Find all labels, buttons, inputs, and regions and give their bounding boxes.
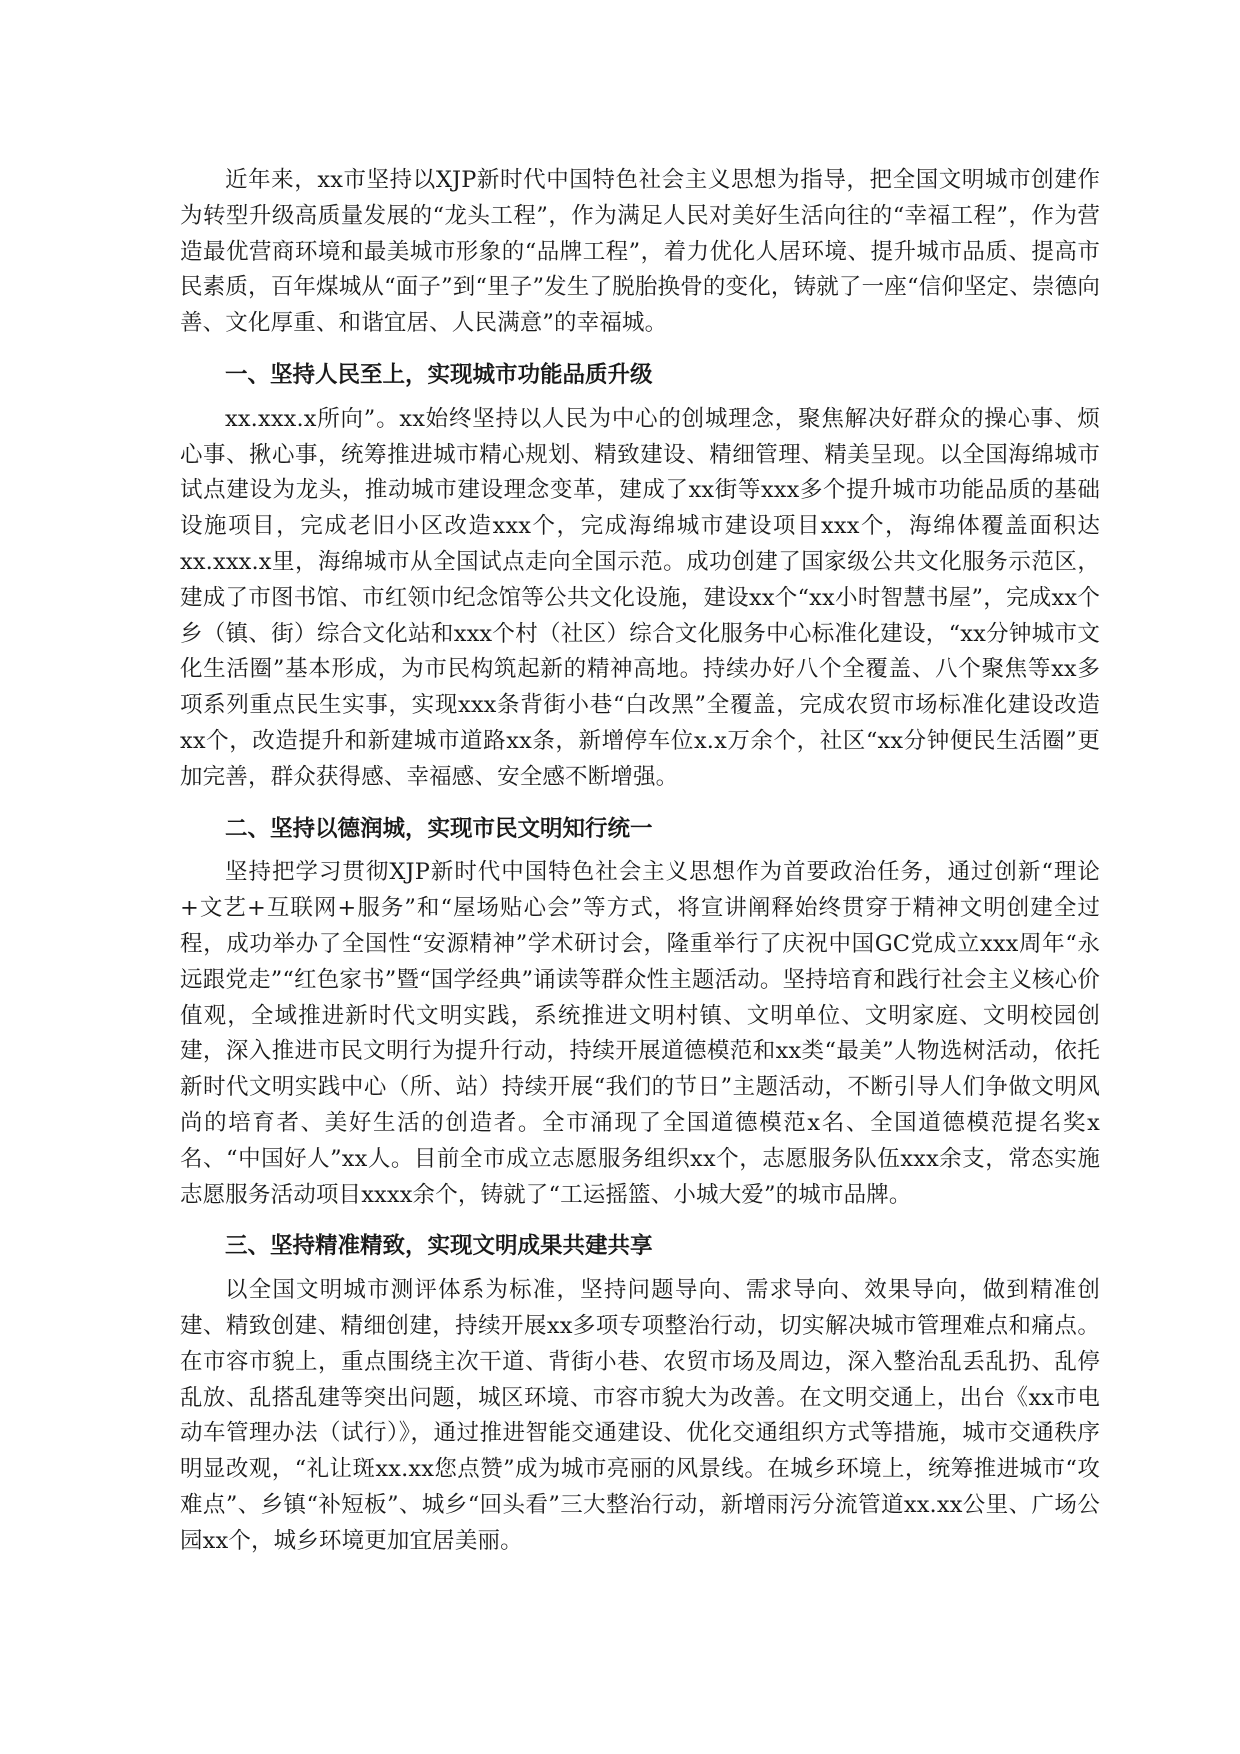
section-1-paragraph: xx.xxx.x所向”。xx始终坚持以人民为中心的创城理念，聚焦解决好群众的操心事、烦心事、揪心事，统筹推进城市精心规划、精致建设、精细管理、精美呈现。以全国海绵城市试点建设为龙头，推动城市建设理念变革，建成了xx街等xxx多个提升城市功能品质的基础设施项目，完成老旧小区改造xxx个，完成海绵城市建设项目xxx个，海绵体覆盖面积达xx.xxx.x里，海绵城市从全国试点走向全国示范。成功创建了国家级公共文化服务示范区，建成了市图书馆、市红领巾纪念馆等公共文化设施，建设xx个“xx小时智慧书屋”，完成xx个乡（镇、街）综合文化站和xxx个村（社区）综合文化服务中心标准化建设，“xx分钟城市文化生活圈”基本形成，为市民构筑起新的精神高地。持续办好八个全覆盖、八个聚焦等xx多项系列重点民生实事，实现xxx条背街小巷“白改黑”全覆盖，完成农贸市场标准化建设改造xx个，改造提升和新建城市道路xx条，新增停车位x.x万余个，社区“xx分钟便民生活圈”更加完善，群众获得感、幸福感、安全感不断增强。 — [180, 405, 1100, 790]
section-3-heading: 三、坚持精准精致，实现文明成果共建共享 — [225, 1233, 653, 1260]
spacer — [180, 1265, 1100, 1273]
section-2-paragraph: 坚持把学习贯彻XJP新时代中国特色社会主义思想作为首要政治任务，通过创新“理论+文艺+互联网+服务”和“屋场贴心会”等方式，将宣讲阐释始终贯穿于精神文明创建全过程，成功举办了全国性“安源精神”学术研讨会，隆重举行了庆祝中国GC党成立xxx周年“永远跟党走”“红色家书”暨“国学经典”诵读等群众性主题活动。坚持培育和践行社会主义核心价值观，全域推进新时代文明实践，系统推进文明村镇、文明单位、文明家庭、文明校园创建，深入推进市民文明行为提升行动，持续开展道德模范和xx类“最美”人物选树活动，依托新时代文明实践中心（所、站）持续开展“我们的节日”主题活动，不断引导人们争做文明风尚的培育者、美好生活的创造者。全市涌现了全国道德模范x名、全国道德模范提名奖x名、“中国好人”xx人。目前全市成立志愿服务组织xx个，志愿服务队伍xxx余支，常态实施志愿服务活动项目xxxx余个，铸就了“工运摇篮、小城大爱”的城市品牌。 — [180, 859, 1100, 1208]
document-body — [180, 163, 1100, 1559]
section-3-paragraph: 以全国文明城市测评体系为标准，坚持问题导向、需求导向、效果导向，做到精准创建、精致创建、精细创建，持续开展xx多项专项整治行动，切实解决城市管理难点和痛点。在市容市貌上，重点围绕主次干道、背街小巷、农贸市场及周边，深入整治乱丢乱扔、乱停乱放、乱搭乱建等突出问题，城区环境、市容市貌大为改善。在文明交通上，出台《xx市电动车管理办法（试行）》，通过推进智能交通建设、优化交通组织方式等措施，城市交通秩序明显改观，“礼让斑xx.xx您点赞”成为城市亮丽的风景线。在城乡环境上，统筹推进城市“攻难点”、乡镇“补短板”、城乡“回头看”三大整治行动，新增雨污分流管道xx.xx公里、广场公园xx个，城乡环境更加宜居美丽。 — [180, 1277, 1100, 1554]
spacer — [180, 796, 1100, 812]
spacer — [180, 847, 1100, 855]
spacer — [180, 342, 1100, 358]
spacer — [180, 1213, 1100, 1229]
section-2-heading: 二、坚持以德润城，实现市民文明知行统一 — [225, 815, 653, 842]
intro-paragraph: 近年来，xx市坚持以XJP新时代中国特色社会主义思想为指导，把全国文明城市创建作为转型升级高质量发展的“龙头工程”，作为满足人民对美好生活向往的“幸福工程”，作为营造最优营商环境和最美城市形象的“品牌工程”，着力优化人居环境、提升城市品质、提高市民素质，百年煤城从“面子”到“里子”发生了脱胎换骨的变化，铸就了一座“信仰坚定、崇德向善、文化厚重、和谐宜居、人民满意”的幸福城。 — [180, 167, 1100, 337]
spacer — [180, 394, 1100, 402]
section-1-heading: 一、坚持人民至上，实现城市功能品质升级 — [225, 361, 653, 388]
